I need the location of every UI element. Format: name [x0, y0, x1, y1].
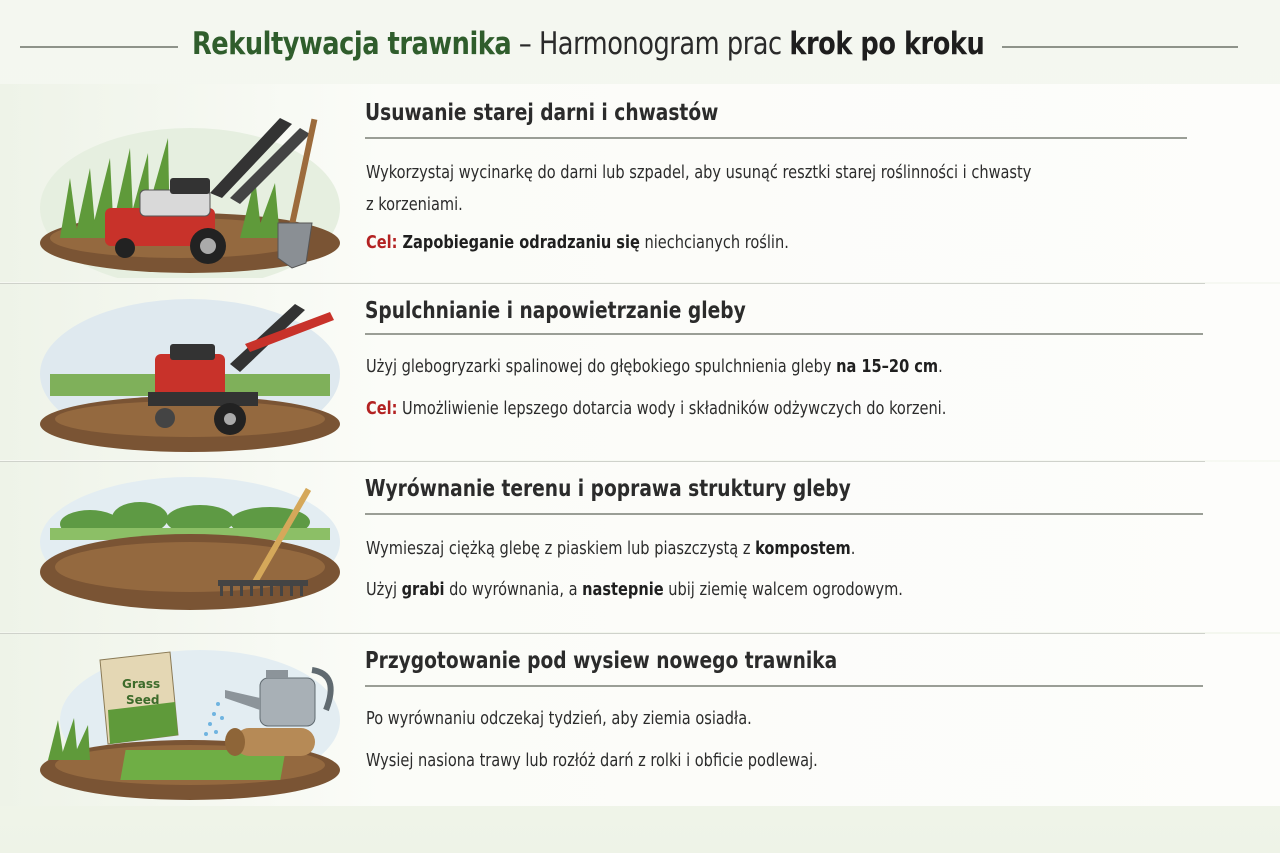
step-2-line-1-a: Użyj glebogryzarki spalinowej do głębokiego spulchnienia gleby: [366, 356, 837, 377]
step-3-line-1-a: Wymieszaj ciężką glebę z piaskiem lub piaszczystą z: [366, 538, 756, 559]
goal-rest-text: niechcianych roślin.: [639, 232, 789, 253]
step-4-line-2: Wysiej nasiona trawy lub rozłóż darń z rolki i obficie podlewaj.: [366, 750, 818, 771]
step-3-next-word: nastepnie: [582, 579, 664, 600]
step-3-line-2: [366, 579, 903, 600]
goal-label: Cel:: [366, 232, 398, 253]
seeding-illustration: [30, 640, 350, 805]
step-3-line-2-c: do wyrównania, a: [444, 579, 583, 600]
seed-bag-icon: [100, 652, 178, 744]
page-title: [192, 26, 985, 62]
step-2-title-rule: [365, 333, 1203, 335]
step-1-line-2: z korzeniami.: [366, 194, 463, 215]
step-1-line-1: Wykorzystaj wycinarkę do darni lub szpadel, aby usunąć resztki starej roślinności i chwasty: [366, 162, 1032, 183]
step-2-row: [0, 284, 1280, 460]
title-green-part: Rekultywacja trawnika: [192, 26, 512, 62]
tiller-illustration: [30, 294, 350, 454]
goal-label: Cel:: [366, 398, 398, 419]
step-3-line-1-c: .: [850, 538, 856, 559]
title-bold-part: krok po kroku: [789, 26, 985, 62]
step-1-title-rule: [365, 137, 1187, 139]
title-dash: –: [511, 26, 539, 62]
step-2-line-1-c: .: [938, 356, 943, 377]
step-3-title-rule: [365, 513, 1203, 515]
step-4-title: Przygotowanie pod wysiew nowego trawnika: [365, 648, 838, 674]
step-4-row: [0, 634, 1280, 806]
step-2-line-1: [366, 356, 943, 377]
step-1-goal: [366, 232, 789, 253]
step-3-line-2-e: ubij ziemię walcem ogrodowym.: [663, 579, 903, 600]
step-3-compost: kompostem: [755, 538, 851, 559]
title-normal-part: Harmonogram prac: [538, 26, 790, 62]
step-3-line-2-a: Użyj: [366, 579, 402, 600]
seed-bag-label-2: Seed: [126, 693, 160, 707]
goal-rest-text: Umożliwienie lepszego dotarcia wody i składników odżywczych do korzeni.: [397, 398, 947, 419]
header-rule-left: [20, 46, 178, 48]
step-3-rake-word: grabi: [401, 579, 445, 600]
page-header: [0, 18, 1280, 74]
step-3-title: Wyrównanie terenu i poprawa struktury gleby: [365, 476, 851, 502]
rake-illustration: [30, 472, 350, 622]
sod-cutter-illustration: [30, 98, 350, 278]
step-4-title-rule: [365, 685, 1203, 687]
step-2-goal: [366, 398, 946, 419]
step-2-depth: na 15–20 cm: [836, 356, 939, 377]
step-1-row: [0, 84, 1280, 282]
goal-bold-text: Zapobieganie odradzaniu się: [397, 232, 640, 253]
step-1-title: Usuwanie starej darni i chwastów: [365, 100, 719, 126]
step-2-title: Spulchnianie i napowietrzanie gleby: [365, 298, 746, 324]
step-3-row: [0, 462, 1280, 632]
header-rule-right: [1002, 46, 1238, 48]
seed-bag-label-1: Grass: [122, 677, 161, 691]
step-3-line-1: [366, 538, 855, 559]
step-4-line-1: Po wyrównaniu odczekaj tydzień, aby ziemia osiadła.: [366, 708, 752, 729]
